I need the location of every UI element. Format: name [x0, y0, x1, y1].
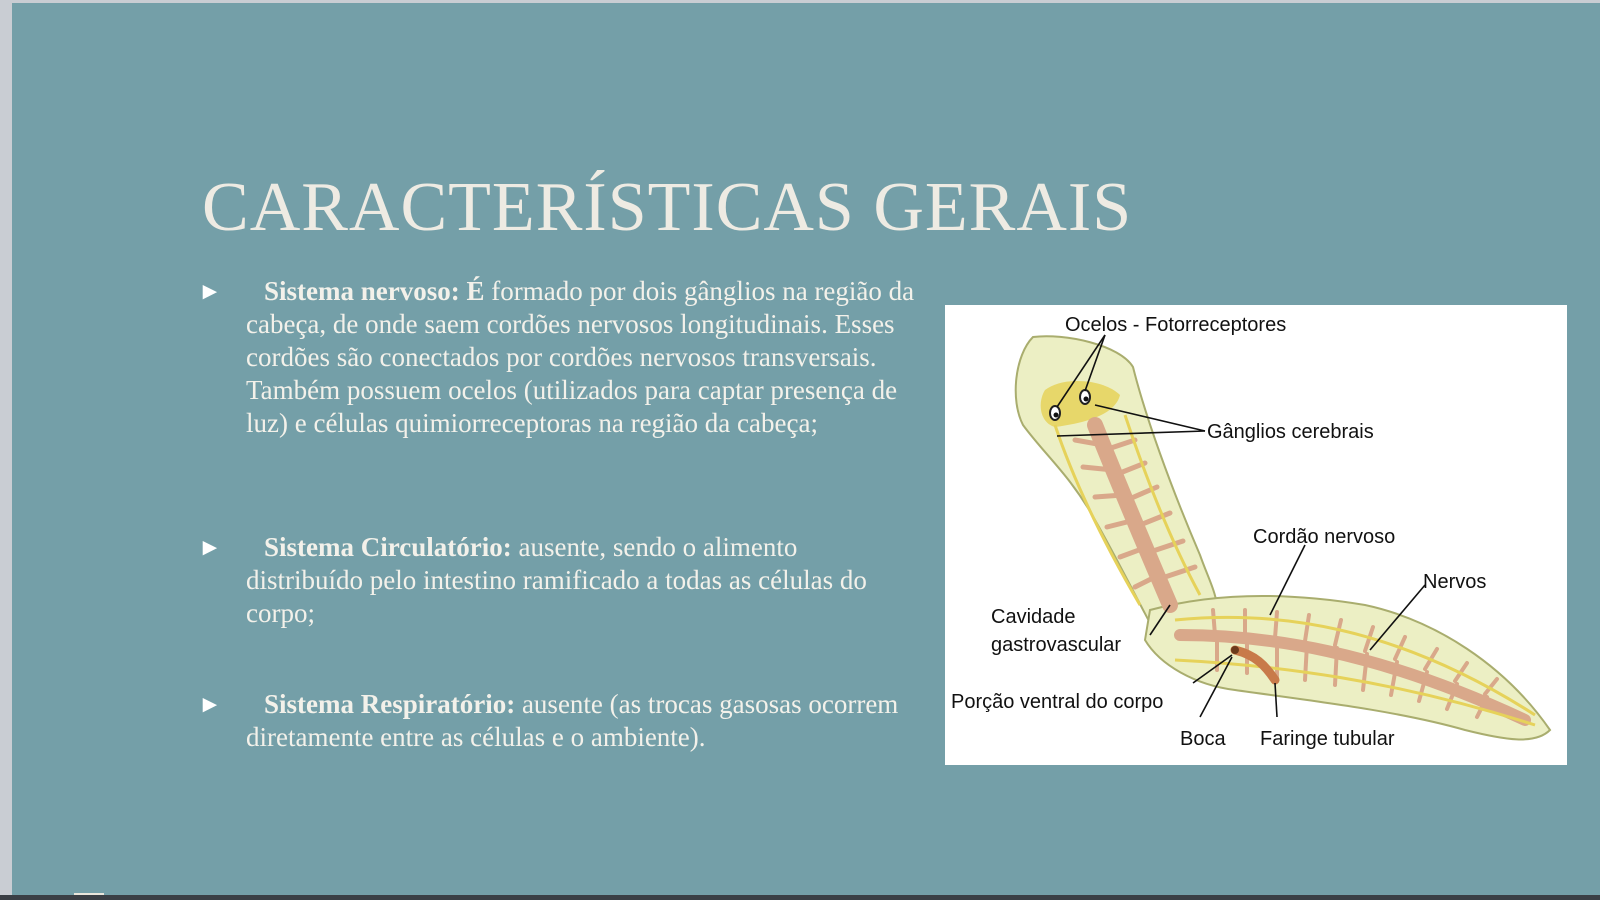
bullet-sistema-circulatorio [188, 531, 918, 630]
bullet-label: Sistema Circulatório: [264, 532, 512, 562]
bullet-arrow-icon: ► [198, 535, 222, 561]
label-porcao-ventral: Porção ventral do corpo [951, 691, 1164, 713]
bullet-sistema-nervoso [188, 275, 918, 440]
label-cordao: Cordão nervoso [1253, 526, 1396, 548]
window-bottom-edge [0, 895, 1600, 900]
bullet-label: Sistema nervoso: É [264, 276, 485, 306]
slide-progress-indicator [74, 893, 104, 895]
label-cavidade-line2: gastrovascular [991, 634, 1122, 656]
bullet-text: formado por dois gânglios na região da cabeça, de onde saem cordões nervosos longitudinais. Esses cordões são conectados por cordões nervosos transversais. Também possuem ocelos (utilizados para captar presença de luz) e células quimiorreceptoras na região da cabeça; [246, 276, 915, 438]
bullet-arrow-icon: ► [198, 279, 222, 305]
planarian-anatomy-figure [945, 305, 1567, 765]
ocellus-left-pupil [1054, 413, 1059, 418]
mouth-opening [1231, 646, 1239, 654]
slide-title: CARACTERÍSTICAS GERAIS [202, 169, 1133, 246]
bullet-arrow-icon: ► [198, 692, 222, 718]
label-ocelos: Ocelos - Fotorreceptores [1065, 314, 1287, 336]
planarian-diagram [945, 305, 1567, 765]
label-faringe: Faringe tubular [1260, 728, 1395, 750]
label-cavidade-line1: Cavidade [991, 606, 1076, 628]
ocellus-right-pupil [1084, 397, 1089, 402]
label-nervos: Nervos [1423, 571, 1487, 593]
bullet-label: Sistema Respiratório: [264, 689, 516, 719]
label-ganglios: Gânglios cerebrais [1207, 421, 1374, 443]
bullet-sistema-respiratorio [188, 688, 918, 754]
bullet-text: ausente, sendo o alimento distribuído pelo intestino ramificado a todas as células do corpo; [246, 532, 867, 628]
label-boca: Boca [1180, 728, 1226, 750]
slide [12, 3, 1600, 895]
bullet-text: ausente (as trocas gasosas ocorrem diretamente entre as células e o ambiente). [246, 689, 899, 752]
